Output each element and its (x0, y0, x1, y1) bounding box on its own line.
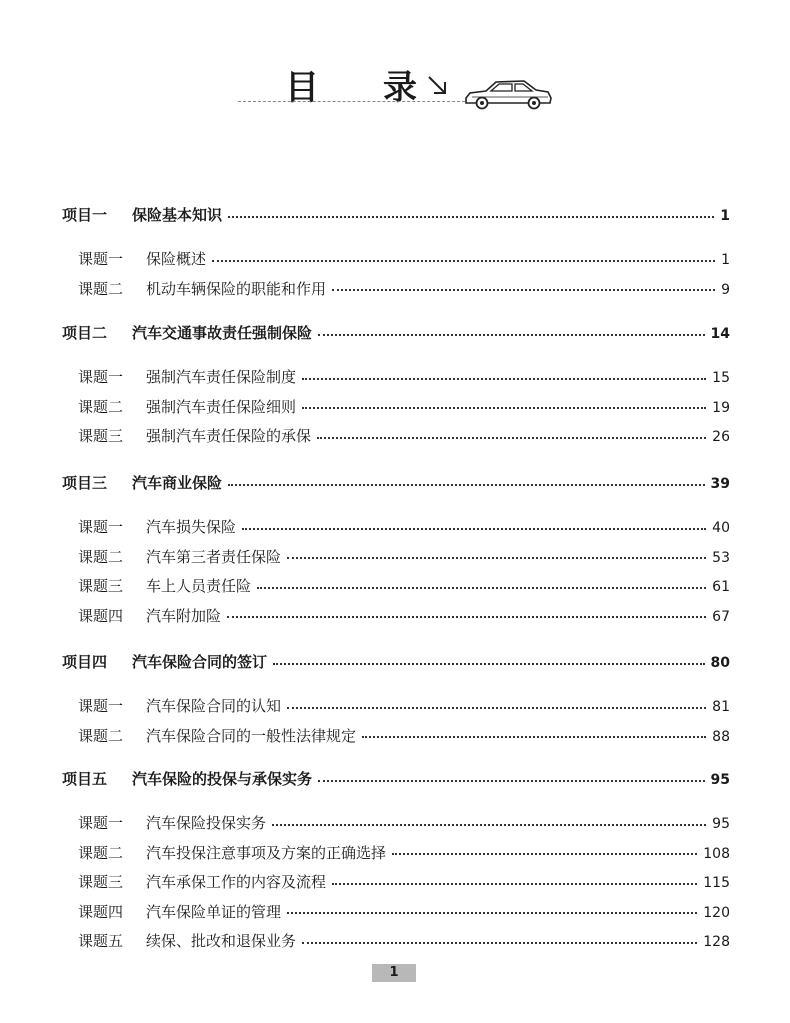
toc-entry-label (62, 651, 267, 672)
toc-entry-label (78, 425, 311, 446)
dot-leader (287, 912, 697, 914)
lesson-title: 保险概述 (146, 250, 207, 268)
dot-leader (302, 407, 706, 409)
lesson-number: 课题二 (78, 843, 124, 862)
title-dashed-rule (238, 101, 470, 102)
page-number: 1 (720, 208, 730, 224)
project-number: 项目二 (62, 324, 108, 342)
toc-entry-label (78, 725, 356, 746)
dot-leader (287, 707, 706, 709)
page-number-badge: 1 (372, 964, 416, 982)
project-title: 汽车保险合同的签订 (132, 653, 268, 671)
toc-lesson-entry-5-2[interactable] (78, 842, 730, 863)
dot-leader (302, 378, 706, 380)
dot-leader (227, 616, 706, 618)
page-number: 95 (710, 772, 730, 788)
dot-leader (228, 484, 705, 486)
toc-lesson-entry-4-2[interactable] (78, 725, 730, 746)
toc-entry-label (78, 366, 296, 387)
toc-entry-label (78, 605, 221, 626)
lesson-title: 汽车第三者责任保险 (146, 547, 282, 566)
page-number: 19 (712, 399, 730, 416)
arrow-down-right-icon (426, 74, 448, 96)
page-number: 9 (721, 281, 730, 298)
dot-leader (287, 557, 706, 559)
lesson-number: 课题一 (78, 697, 124, 715)
toc-entry-label (78, 516, 236, 537)
lesson-number: 课题一 (78, 250, 124, 268)
toc-lesson-entry-2-1[interactable] (78, 366, 730, 387)
lesson-title: 汽车附加险 (146, 606, 222, 625)
project-title: 汽车交通事故责任强制保险 (132, 324, 313, 342)
project-number: 项目五 (62, 770, 108, 788)
lesson-number: 课题一 (78, 814, 124, 832)
toc-project-entry-3[interactable] (62, 472, 730, 493)
page-number: 39 (710, 476, 730, 492)
toc-project-entry-5[interactable] (62, 768, 730, 789)
dot-leader (362, 736, 706, 738)
toc-entry-label (78, 278, 326, 299)
lesson-number: 课题三 (78, 577, 124, 596)
page-number: 120 (703, 904, 730, 921)
dot-leader (212, 260, 715, 262)
toc-entry-label (78, 248, 206, 269)
lesson-title: 机动车辆保险的职能和作用 (146, 279, 327, 298)
toc-project-entry-4[interactable] (62, 651, 730, 672)
toc-lesson-entry-3-1[interactable] (78, 516, 730, 537)
dot-leader (242, 528, 706, 530)
toc-header (0, 0, 790, 140)
toc-entry-label (78, 546, 281, 567)
lesson-number: 课题二 (78, 279, 124, 298)
dot-leader (318, 334, 705, 336)
lesson-title: 续保、批改和退保业务 (146, 932, 297, 951)
dot-leader (332, 289, 715, 291)
page-number: 14 (710, 326, 730, 342)
lesson-number: 课题四 (78, 606, 124, 625)
lesson-title: 强制汽车责任保险制度 (146, 368, 297, 386)
lesson-title: 汽车损失保险 (146, 518, 237, 536)
lesson-title: 汽车保险合同的一般性法律规定 (146, 726, 357, 745)
toc-lesson-entry-3-4[interactable] (78, 605, 730, 626)
toc-lesson-entry-3-2[interactable] (78, 546, 730, 567)
lesson-number: 课题三 (78, 427, 124, 446)
page-number: 53 (712, 549, 730, 566)
toc-entry-label (78, 575, 251, 596)
page-title-char-1: 目 (285, 68, 319, 108)
toc-lesson-entry-4-1[interactable] (78, 695, 730, 716)
dot-leader (317, 437, 706, 439)
toc-lesson-entry-1-1[interactable] (78, 248, 730, 269)
lesson-title: 强制汽车责任保险细则 (146, 397, 297, 416)
toc-entry-label (62, 768, 312, 789)
lesson-number: 课题二 (78, 547, 124, 566)
dot-leader (332, 883, 697, 885)
project-title: 保险基本知识 (132, 206, 223, 224)
lesson-title: 汽车保险合同的认知 (146, 697, 282, 715)
dot-leader (228, 216, 714, 218)
lesson-number: 课题一 (78, 368, 124, 386)
lesson-title: 强制汽车责任保险的承保 (146, 427, 312, 446)
project-number: 项目一 (62, 206, 108, 224)
page-number: 26 (712, 429, 730, 446)
lesson-title: 车上人员责任险 (146, 577, 252, 596)
toc-lesson-entry-1-2[interactable] (78, 278, 730, 299)
lesson-number: 课题四 (78, 902, 124, 921)
toc-entry-label (62, 204, 222, 225)
page-number: 95 (712, 816, 730, 832)
toc-lesson-entry-3-3[interactable] (78, 575, 730, 596)
toc-lesson-entry-5-5[interactable] (78, 930, 730, 951)
lesson-number: 课题二 (78, 726, 124, 745)
toc-lesson-entry-5-1[interactable] (78, 812, 730, 833)
toc-entry-label (78, 812, 266, 833)
project-title: 汽车商业保险 (132, 474, 223, 492)
toc-project-entry-1[interactable] (62, 204, 730, 225)
lesson-number: 课题二 (78, 397, 124, 416)
lesson-title: 汽车保险投保实务 (146, 814, 267, 832)
page-number: 15 (712, 370, 730, 386)
dot-leader (302, 942, 697, 944)
page-number: 61 (712, 579, 730, 596)
lesson-number: 课题三 (78, 873, 124, 892)
page-number: 67 (712, 608, 730, 625)
toc-lesson-entry-2-2[interactable] (78, 396, 730, 417)
project-title: 汽车保险的投保与承保实务 (132, 770, 313, 788)
page-number: 81 (712, 699, 730, 715)
dot-leader (257, 587, 706, 589)
toc-entry-label (62, 472, 222, 493)
toc-lesson-entry-5-4[interactable] (78, 901, 730, 922)
toc-lesson-entry-2-3[interactable] (78, 425, 730, 446)
dot-leader (273, 663, 705, 665)
dot-leader (318, 780, 705, 782)
toc-entry-label (78, 871, 326, 892)
page-number: 40 (712, 520, 730, 536)
car-illustration (462, 76, 554, 112)
toc-entry-label (62, 322, 312, 343)
project-number: 项目三 (62, 474, 108, 492)
toc-entry-label (78, 930, 296, 951)
page-number: 108 (703, 845, 730, 862)
lesson-number: 课题五 (78, 932, 124, 951)
lesson-title: 汽车承保工作的内容及流程 (146, 873, 327, 892)
page-title-char-2: 录 (383, 68, 417, 108)
page-number: 128 (703, 934, 730, 951)
toc-entry-label (78, 396, 296, 417)
project-number: 项目四 (62, 653, 108, 671)
toc-lesson-entry-5-3[interactable] (78, 871, 730, 892)
lesson-title: 汽车保险单证的管理 (146, 902, 282, 921)
lesson-title: 汽车投保注意事项及方案的正确选择 (146, 843, 387, 862)
page-number: 80 (710, 655, 730, 671)
toc-project-entry-2[interactable] (62, 322, 730, 343)
page-number: 1 (721, 252, 730, 268)
dot-leader (272, 824, 706, 826)
dot-leader (392, 853, 697, 855)
page-number: 88 (712, 728, 730, 745)
page-number: 115 (703, 875, 730, 892)
toc-entry-label (78, 842, 386, 863)
toc-entry-label (78, 695, 281, 716)
toc-entry-label (78, 901, 281, 922)
lesson-number: 课题一 (78, 518, 124, 536)
